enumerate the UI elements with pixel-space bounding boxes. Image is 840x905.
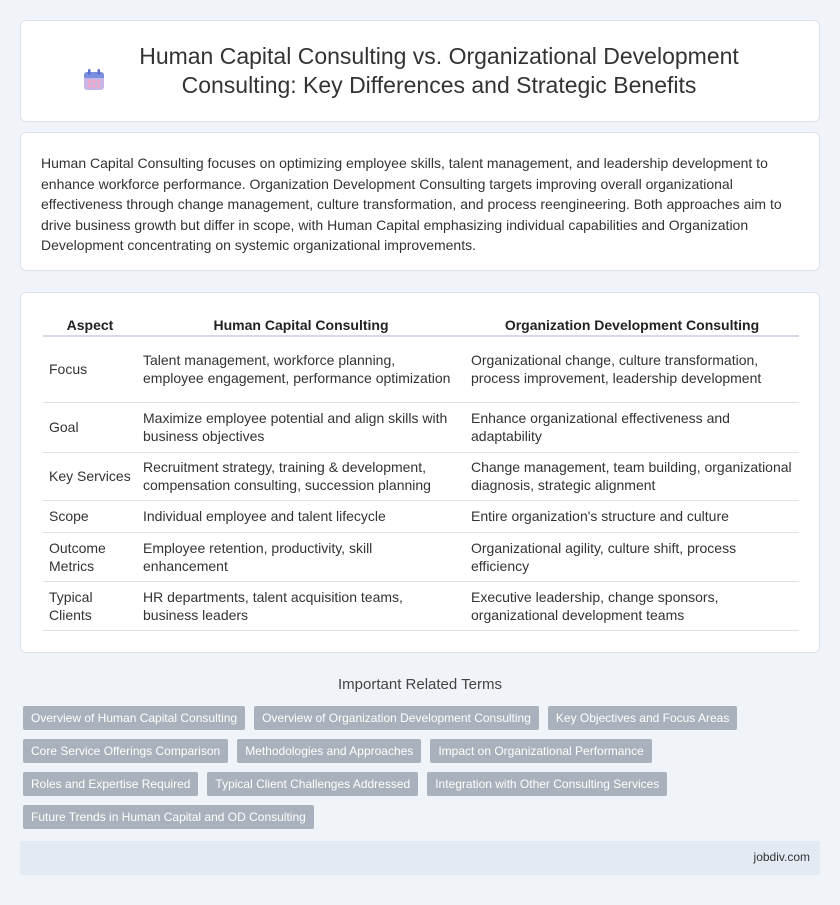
organization-development-cell: Organizational change, culture transformation, process improvement, leadership development [465,336,799,402]
table-row [43,452,799,500]
related-term-tag[interactable]: Roles and Expertise Required [23,772,198,796]
organization-development-cell: Enhance organizational effectiveness and adaptability [465,402,799,452]
aspect-cell: Key Services [43,452,137,500]
table-row [43,402,799,452]
related-term-tag[interactable]: Overview of Human Capital Consulting [23,706,245,730]
related-terms-list [23,706,783,829]
aspect-cell: Scope [43,500,137,532]
column-header-organization-development: Organization Development Consulting [465,311,799,336]
related-term-tag[interactable]: Future Trends in Human Capital and OD Consulting [23,805,314,829]
table-row [43,581,799,630]
related-term-tag[interactable]: Methodologies and Approaches [237,739,421,763]
header-card [20,20,820,122]
human-capital-cell: Talent management, workforce planning, employee engagement, performance optimization [137,336,465,402]
calendar-icon [81,67,107,93]
footer [20,841,820,875]
table-row [43,336,799,402]
human-capital-cell: Individual employee and talent lifecycle [137,500,465,532]
footer-site-link[interactable]: jobdiv.com [753,850,810,864]
related-term-tag[interactable]: Overview of Organization Development Consulting [254,706,539,730]
organization-development-cell: Change management, team building, organizational diagnosis, strategic alignment [465,452,799,500]
aspect-cell: Focus [43,336,137,402]
human-capital-cell: Recruitment strategy, training & development, compensation consulting, succession planning [137,452,465,500]
organization-development-cell: Organizational agility, culture shift, process efficiency [465,532,799,581]
human-capital-cell: Employee retention, productivity, skill enhancement [137,532,465,581]
comparison-table-card [20,292,820,653]
table-header-row [43,311,799,336]
aspect-cell: Typical Clients [43,581,137,630]
human-capital-cell: Maximize employee potential and align skills with business objectives [137,402,465,452]
related-terms-title: Important Related Terms [338,676,502,693]
intro-paragraph: Human Capital Consulting focuses on optimizing employee skills, talent management, and leadership development to enhance workforce performance. Organization Development Consulting targets improving overall organizational effectiveness through change management, culture transformation, and process reengineering. Both approaches aim to drive business growth but differ in scope, with Human Capital emphasizing individual capabilities and Organization Development concentrating on systemic organizational improvements. [41,155,782,253]
related-term-tag[interactable]: Key Objectives and Focus Areas [548,706,737,730]
related-term-tag[interactable]: Integration with Other Consulting Services [427,772,667,796]
aspect-cell: Outcome Metrics [43,532,137,581]
related-term-tag[interactable]: Core Service Offerings Comparison [23,739,228,763]
table-row [43,532,799,581]
column-header-human-capital: Human Capital Consulting [137,311,465,336]
comparison-table [43,311,799,631]
organization-development-cell: Entire organization's structure and culture [465,500,799,532]
title-wrap [51,42,789,100]
human-capital-cell: HR departments, talent acquisition teams, business leaders [137,581,465,630]
related-term-tag[interactable]: Typical Client Challenges Addressed [207,772,418,796]
column-header-aspect: Aspect [43,311,137,336]
intro-card [20,132,820,271]
aspect-cell: Goal [43,402,137,452]
table-row [43,500,799,532]
related-term-tag[interactable]: Impact on Organizational Performance [430,739,651,763]
page-title: Human Capital Consulting vs. Organizational Development Consulting: Key Differences and Strategic Benefits [139,43,739,98]
organization-development-cell: Executive leadership, change sponsors, organizational development teams [465,581,799,630]
